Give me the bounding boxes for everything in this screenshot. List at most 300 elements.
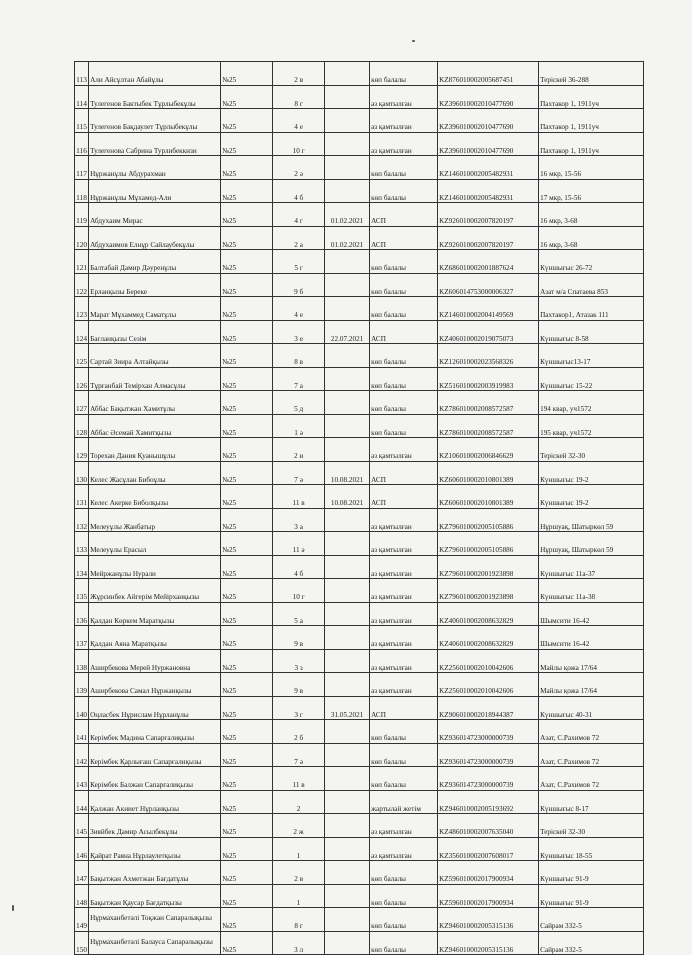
family-category: аз қамтылған (370, 579, 438, 603)
student-name: Бақытжан Ахметжан Бағдатұлы (89, 861, 221, 885)
family-category: көп балалы (370, 156, 438, 180)
status-date: 31.05.2021 (325, 696, 370, 720)
home-address: Күншығыс 11а-37 (539, 555, 644, 579)
school-number: №25 (221, 720, 273, 744)
table-row (75, 203, 644, 227)
row-number: 135 (75, 579, 89, 603)
row-number: 138 (75, 649, 89, 673)
family-category: көп балалы (370, 720, 438, 744)
class-grade: 3 з (273, 649, 325, 673)
class-grade: 4 б (273, 555, 325, 579)
family-category: аз қамтылған (370, 438, 438, 462)
row-number: 118 (75, 179, 89, 203)
student-name: Бағланқызы Сезім (89, 320, 221, 344)
school-number: №25 (221, 626, 273, 650)
student-name: Керімбек Қарлығаш Сапарғалиқызы (89, 743, 221, 767)
row-number: 113 (75, 62, 89, 86)
school-number: №25 (221, 461, 273, 485)
account-number: KZ106010002006846629 (438, 438, 539, 462)
table-row (75, 861, 644, 885)
table-row (75, 908, 644, 932)
account-number: KZ146010002005482931 (438, 179, 539, 203)
home-address: Күншығыс13-17 (539, 344, 644, 368)
class-grade: 2 в (273, 861, 325, 885)
account-number: KZ406010002019075073 (438, 320, 539, 344)
home-address: Күншығыс 91-9 (539, 884, 644, 908)
status-date (325, 532, 370, 556)
status-date (325, 344, 370, 368)
home-address: Пахтакор 1, 1911уч (539, 109, 644, 133)
home-address: Терiскей 32-30 (539, 438, 644, 462)
account-number: KZ606010002010801389 (438, 461, 539, 485)
home-address: Күншығыс 8-58 (539, 320, 644, 344)
status-date (325, 673, 370, 697)
student-name: Оңласбек Нұрислам Нұрланұлы (89, 696, 221, 720)
family-category: АСП (370, 226, 438, 250)
table-row (75, 720, 644, 744)
class-grade: 4 е (273, 109, 325, 133)
school-number: №25 (221, 320, 273, 344)
family-category: АСП (370, 461, 438, 485)
school-number: №25 (221, 837, 273, 861)
student-name: Али Айсұлтан Абайұлы (89, 62, 221, 86)
school-number: №25 (221, 931, 273, 955)
school-number: №25 (221, 884, 273, 908)
class-grade: 4 е (273, 297, 325, 321)
status-date (325, 908, 370, 932)
student-name: Бақытжан Қаусар Бағдатқызы (89, 884, 221, 908)
student-name: Керімбек Балжан Сапарғалиқызы (89, 767, 221, 791)
student-name: Торехан Дания Қуанышұлы (89, 438, 221, 462)
home-address: Күншығыс 8-17 (539, 790, 644, 814)
row-number: 127 (75, 391, 89, 415)
home-address: 16 мкр, 15-56 (539, 156, 644, 180)
student-name: Нұрмаханбетәлі Тоқжан Сапарәлықызы (89, 908, 221, 932)
class-grade: 11 ә (273, 532, 325, 556)
account-number: KZ926010002007820197 (438, 203, 539, 227)
status-date (325, 837, 370, 861)
class-grade: 7 ә (273, 743, 325, 767)
status-date (325, 391, 370, 415)
row-number: 120 (75, 226, 89, 250)
account-number: KZ686010002001887624 (438, 250, 539, 274)
school-number: №25 (221, 226, 273, 250)
school-number: №25 (221, 532, 273, 556)
family-category: жартылай жетім (370, 790, 438, 814)
class-grade: 8 г (273, 908, 325, 932)
row-number: 140 (75, 696, 89, 720)
account-number: KZ146010002004149569 (438, 297, 539, 321)
status-date (325, 602, 370, 626)
home-address: Терiскей 36-288 (539, 62, 644, 86)
class-grade: 4 б (273, 179, 325, 203)
table-row (75, 532, 644, 556)
table-row (75, 790, 644, 814)
family-category: аз қамтылған (370, 532, 438, 556)
home-address: Күншығыс 11а-38 (539, 579, 644, 603)
row-number: 114 (75, 85, 89, 109)
school-number: №25 (221, 179, 273, 203)
school-number: №25 (221, 62, 273, 86)
scan-speck (412, 40, 415, 42)
family-category: көп балалы (370, 273, 438, 297)
class-grade: 8 в (273, 344, 325, 368)
class-grade: 2 в (273, 62, 325, 86)
class-grade: 3 г (273, 696, 325, 720)
class-grade: 5 г (273, 250, 325, 274)
family-category: көп балалы (370, 414, 438, 438)
class-grade: 8 г (273, 85, 325, 109)
student-name: Нұржанұлы Абдурахман (89, 156, 221, 180)
family-category: көп балалы (370, 179, 438, 203)
account-number: KZ606014753000006327 (438, 273, 539, 297)
status-date (325, 767, 370, 791)
home-address: Шымсити 16-42 (539, 626, 644, 650)
class-grade: 11 в (273, 485, 325, 509)
status-date (325, 179, 370, 203)
home-address: Күншығыс 26-72 (539, 250, 644, 274)
family-category: аз қамтылған (370, 649, 438, 673)
student-name: Мелеуұлы Жанбатыр (89, 508, 221, 532)
row-number: 124 (75, 320, 89, 344)
student-name: Қайрат Раяна Нұрлаулетқызы (89, 837, 221, 861)
student-name: Қалдан Аяна Маратқызы (89, 626, 221, 650)
family-category: көп балалы (370, 250, 438, 274)
table-row (75, 931, 644, 955)
table-row (75, 414, 644, 438)
account-number: KZ906010002018944387 (438, 696, 539, 720)
row-number: 149 (75, 908, 89, 932)
student-support-table (74, 61, 644, 955)
student-name: Ерланқызы Береке (89, 273, 221, 297)
table-row (75, 179, 644, 203)
row-number: 150 (75, 931, 89, 955)
student-name: Келес Жасұлан Бибоұлы (89, 461, 221, 485)
account-number: KZ256010002010042606 (438, 673, 539, 697)
table-row (75, 485, 644, 509)
table-row (75, 250, 644, 274)
family-category: көп балалы (370, 931, 438, 955)
school-number: №25 (221, 273, 273, 297)
school-number: №25 (221, 814, 273, 838)
family-category: көп балалы (370, 908, 438, 932)
row-number: 129 (75, 438, 89, 462)
class-grade: 2 (273, 790, 325, 814)
school-number: №25 (221, 649, 273, 673)
account-number: KZ796010002001923898 (438, 579, 539, 603)
class-grade: 2 и (273, 438, 325, 462)
student-name: Аббас Бақытжан Хамитұлы (89, 391, 221, 415)
row-number: 134 (75, 555, 89, 579)
account-number: KZ596010002017900934 (438, 884, 539, 908)
account-number: KZ786010002008572587 (438, 391, 539, 415)
home-address: Күншығыс 18-55 (539, 837, 644, 861)
row-number: 125 (75, 344, 89, 368)
student-name: Қалдан Көркем Маратқызы (89, 602, 221, 626)
family-category: көп балалы (370, 861, 438, 885)
home-address: Күншығыс 19-2 (539, 485, 644, 509)
student-name: Қалжан Акниет Нұрланқызы (89, 790, 221, 814)
student-name: Аширбекова Самал Нұржанқызы (89, 673, 221, 697)
home-address: Күншығыс 40-31 (539, 696, 644, 720)
account-number: KZ406010002008632829 (438, 602, 539, 626)
student-name: Керімбек Мадина Сапарғалиқызы (89, 720, 221, 744)
student-name: Сартай Зиира Алтайқызы (89, 344, 221, 368)
row-number: 144 (75, 790, 89, 814)
home-address: Терiскей 32-30 (539, 814, 644, 838)
table-row (75, 156, 644, 180)
student-name: Абдухаимов Елнұр Сайлаубекұлы (89, 226, 221, 250)
scan-speck (12, 905, 14, 911)
row-number: 126 (75, 367, 89, 391)
family-category: АСП (370, 320, 438, 344)
row-number: 122 (75, 273, 89, 297)
school-number: №25 (221, 908, 273, 932)
family-category: аз қамтылған (370, 85, 438, 109)
school-number: №25 (221, 85, 273, 109)
class-grade: 10 г (273, 579, 325, 603)
student-name: Нұржанұлы Мұхамед-Али (89, 179, 221, 203)
table-row (75, 579, 644, 603)
status-date (325, 132, 370, 156)
table-row (75, 508, 644, 532)
family-category: көп балалы (370, 367, 438, 391)
family-category: АСП (370, 203, 438, 227)
row-number: 123 (75, 297, 89, 321)
account-number: KZ796010002005105886 (438, 508, 539, 532)
row-number: 146 (75, 837, 89, 861)
school-number: №25 (221, 203, 273, 227)
home-address: Нұршуақ, Шатыркөл 59 (539, 532, 644, 556)
status-date (325, 508, 370, 532)
class-grade: 3 е (273, 320, 325, 344)
table-row (75, 391, 644, 415)
table-row (75, 555, 644, 579)
table-row (75, 438, 644, 462)
class-grade: 11 в (273, 767, 325, 791)
status-date (325, 931, 370, 955)
family-category: көп балалы (370, 297, 438, 321)
school-number: №25 (221, 485, 273, 509)
student-name: Мелеуұлы Ерасыл (89, 532, 221, 556)
home-address: Пахтакор1, Атазак 111 (539, 297, 644, 321)
home-address: Шымсити 16-42 (539, 602, 644, 626)
status-date (325, 109, 370, 133)
class-grade: 5 а (273, 602, 325, 626)
class-grade: 2 б (273, 720, 325, 744)
row-number: 119 (75, 203, 89, 227)
school-number: №25 (221, 391, 273, 415)
account-number: KZ486010002007635040 (438, 814, 539, 838)
row-number: 132 (75, 508, 89, 532)
status-date: 01.02.2021 (325, 226, 370, 250)
school-number: №25 (221, 508, 273, 532)
account-number: KZ786010002008572587 (438, 414, 539, 438)
family-category: АСП (370, 485, 438, 509)
table-row (75, 226, 644, 250)
student-name: Тулегенов Бактыбек Тұрлыбекұлы (89, 85, 221, 109)
home-address: Азат, С.Рахимов 72 (539, 720, 644, 744)
table-row (75, 767, 644, 791)
school-number: №25 (221, 297, 273, 321)
row-number: 115 (75, 109, 89, 133)
class-grade: 3 л (273, 931, 325, 955)
status-date (325, 367, 370, 391)
school-number: №25 (221, 344, 273, 368)
home-address: Майлы қожа 17/64 (539, 649, 644, 673)
student-name: Зияйбек Дамир Асылбекұлы (89, 814, 221, 838)
status-date (325, 884, 370, 908)
table-row (75, 743, 644, 767)
row-number: 136 (75, 602, 89, 626)
status-date (325, 250, 370, 274)
student-name: Тұрғанбай Темірхан Алмасұлы (89, 367, 221, 391)
account-number: KZ596010002017900934 (438, 861, 539, 885)
student-name: Тулегенов Бақдаулет Тұрлыбекұлы (89, 109, 221, 133)
home-address: 17 мкр, 15-56 (539, 179, 644, 203)
family-category: аз қамтылған (370, 814, 438, 838)
status-date (325, 273, 370, 297)
family-category: көп балалы (370, 391, 438, 415)
status-date (325, 814, 370, 838)
status-date (325, 62, 370, 86)
home-address: 16 мкр, 3-68 (539, 226, 644, 250)
row-number: 117 (75, 156, 89, 180)
home-address: Пахтакор 1, 1911уч (539, 132, 644, 156)
table-row (75, 62, 644, 86)
status-date: 22.07.2021 (325, 320, 370, 344)
table-row (75, 814, 644, 838)
status-date (325, 85, 370, 109)
status-date (325, 720, 370, 744)
table-row (75, 297, 644, 321)
account-number: KZ876010002005687451 (438, 62, 539, 86)
school-number: №25 (221, 438, 273, 462)
home-address: Пахтакор 1, 1911уч (539, 85, 644, 109)
row-number: 143 (75, 767, 89, 791)
account-number: KZ796010002001923898 (438, 555, 539, 579)
table-row (75, 320, 644, 344)
status-date: 01.02.2021 (325, 203, 370, 227)
family-category: көп балалы (370, 743, 438, 767)
status-date: 10.08.2021 (325, 461, 370, 485)
status-date (325, 626, 370, 650)
student-name: Тулегенова Сабрина Турлибеккизи (89, 132, 221, 156)
account-number: KZ936014723000000739 (438, 720, 539, 744)
class-grade: 1 ә (273, 414, 325, 438)
account-number: KZ606010002010801389 (438, 485, 539, 509)
table-row (75, 884, 644, 908)
family-category: аз қамтылған (370, 602, 438, 626)
table-row (75, 626, 644, 650)
account-number: KZ946010002005315136 (438, 908, 539, 932)
school-number: №25 (221, 696, 273, 720)
table-row (75, 696, 644, 720)
table-row (75, 109, 644, 133)
home-address: Азат, С.Рахимов 72 (539, 743, 644, 767)
home-address: Күншығыс 19-2 (539, 461, 644, 485)
table-row (75, 461, 644, 485)
student-name: Жұрсинбек Айгерім Мейірханқызы (89, 579, 221, 603)
family-category: көп балалы (370, 344, 438, 368)
home-address: Сайрам 332-5 (539, 908, 644, 932)
class-grade: 2 ә (273, 156, 325, 180)
student-name: Мейржанұлы Нурали (89, 555, 221, 579)
status-date (325, 555, 370, 579)
student-name: Балтабай Дамир Дәуренұлы (89, 250, 221, 274)
account-number: KZ936014723000000739 (438, 767, 539, 791)
status-date (325, 649, 370, 673)
home-address: 194 квар, уч1572 (539, 391, 644, 415)
family-category: аз қамтылған (370, 626, 438, 650)
class-grade: 9 в (273, 626, 325, 650)
home-address: 195 квар, уч1572 (539, 414, 644, 438)
table-row (75, 673, 644, 697)
row-number: 137 (75, 626, 89, 650)
account-number: KZ516010002003919983 (438, 367, 539, 391)
table-row (75, 85, 644, 109)
school-number: №25 (221, 673, 273, 697)
student-name: Аширбекова Мерей Нуржановна (89, 649, 221, 673)
account-number: KZ356010002007608017 (438, 837, 539, 861)
account-number: KZ396010002010477690 (438, 85, 539, 109)
class-grade: 10 г (273, 132, 325, 156)
account-number: KZ396010002010477690 (438, 132, 539, 156)
status-date (325, 743, 370, 767)
row-number: 130 (75, 461, 89, 485)
family-category: аз қамтылған (370, 673, 438, 697)
row-number: 121 (75, 250, 89, 274)
student-name: Абдухаим Мирас (89, 203, 221, 227)
school-number: №25 (221, 767, 273, 791)
school-number: №25 (221, 743, 273, 767)
family-category: аз қамтылған (370, 555, 438, 579)
family-category: аз қамтылған (370, 132, 438, 156)
school-number: №25 (221, 156, 273, 180)
status-date (325, 861, 370, 885)
status-date: 10.08.2021 (325, 485, 370, 509)
row-number: 141 (75, 720, 89, 744)
row-number: 145 (75, 814, 89, 838)
account-number: KZ256010002010042606 (438, 649, 539, 673)
home-address: Майлы қожа 17/64 (539, 673, 644, 697)
row-number: 131 (75, 485, 89, 509)
status-date (325, 414, 370, 438)
school-number: №25 (221, 132, 273, 156)
row-number: 148 (75, 884, 89, 908)
account-number: KZ146010002005482931 (438, 156, 539, 180)
family-category: аз қамтылған (370, 109, 438, 133)
account-number: KZ126010002023568326 (438, 344, 539, 368)
home-address: Сайрам 332-5 (539, 931, 644, 955)
row-number: 139 (75, 673, 89, 697)
class-grade: 5 д (273, 391, 325, 415)
family-category: көп балалы (370, 884, 438, 908)
home-address: Азат, С.Рахимов 72 (539, 767, 644, 791)
family-category: көп балалы (370, 62, 438, 86)
school-number: №25 (221, 861, 273, 885)
school-number: №25 (221, 555, 273, 579)
class-grade: 7 ә (273, 461, 325, 485)
student-name: Нұрмаханбетәлі Балауса Сапарәлықызы (89, 931, 221, 955)
table-row (75, 132, 644, 156)
row-number: 147 (75, 861, 89, 885)
home-address: Күншығыс 91-9 (539, 861, 644, 885)
table-row (75, 602, 644, 626)
class-grade: 9 в (273, 673, 325, 697)
class-grade: 4 г (273, 203, 325, 227)
class-grade: 3 а (273, 508, 325, 532)
